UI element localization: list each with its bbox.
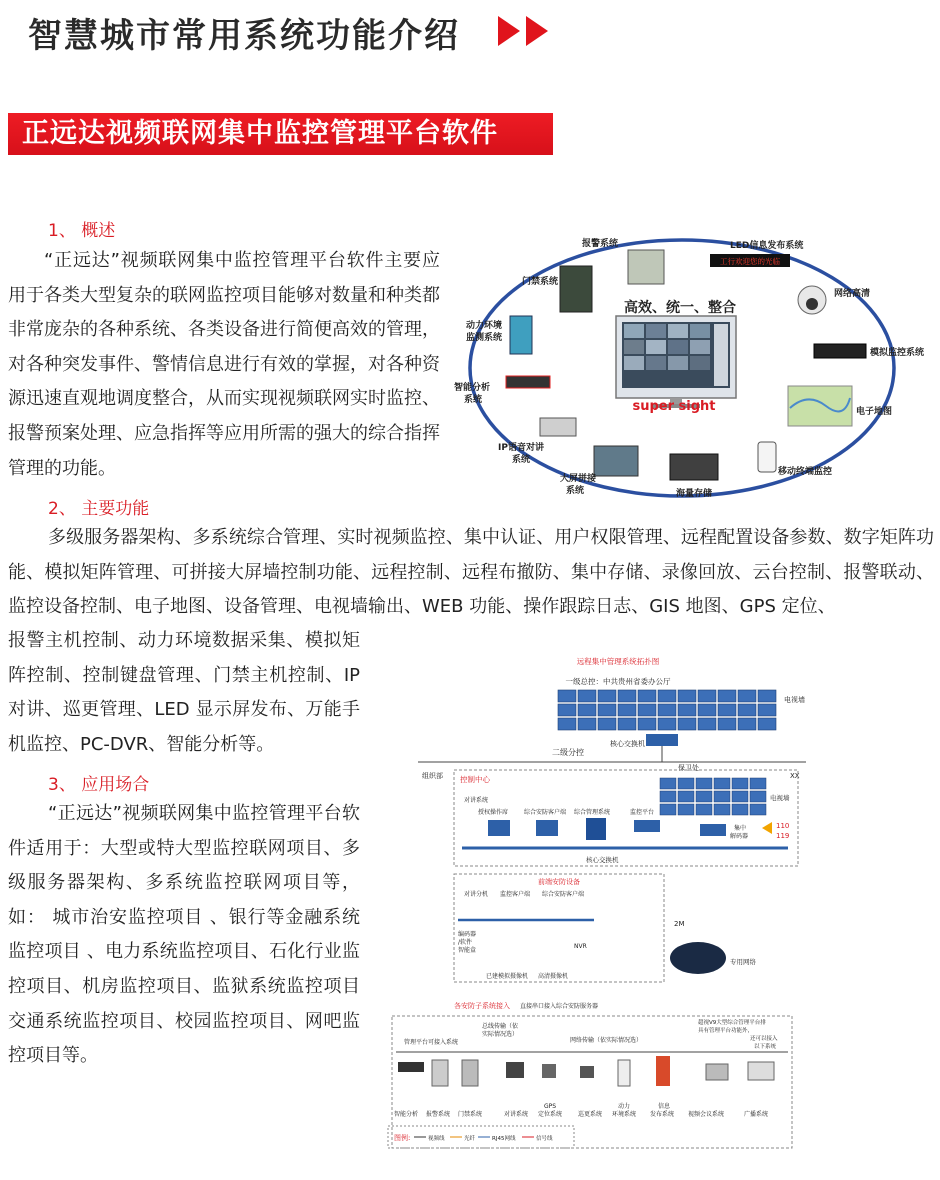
page-title: 智慧城市常用系统功能介绍 [28, 16, 460, 56]
topology-title: 远程集中管理系统拓扑图 [576, 657, 660, 666]
bottom-video: 视频会议系统 [688, 1111, 725, 1118]
bottom-info-1: 信息 [658, 1103, 671, 1110]
intercom-device-icon [506, 1062, 524, 1078]
decoder-label-1: 集中 [734, 825, 747, 832]
env-device-icon [618, 1060, 630, 1086]
ring-slogan: 高效、统一、整合 [624, 300, 736, 316]
main-tv-wall-icon [558, 690, 776, 730]
nvr-label: NVR [574, 943, 587, 950]
map-icon [788, 386, 852, 426]
encoder-label-1: 编码器 [458, 931, 477, 938]
bus-transfer-2: 实际情况选） [482, 1031, 519, 1038]
alarm-panel-icon [628, 250, 664, 284]
cc-tv-wall-label: 电视墙 [770, 794, 790, 802]
security-label: 保卫处 [678, 764, 699, 772]
ring-node-camera: 网络高清 [834, 289, 871, 299]
core-switch-label: 核心交换机 [610, 740, 645, 748]
bottom-intercom: 对讲系统 [504, 1111, 529, 1118]
ring-node-alarm: 报警系统 [582, 239, 619, 249]
net-transfer-label: 网络传输（依实际情况选） [570, 1037, 643, 1044]
info-device-icon [656, 1056, 670, 1086]
smart-device-icon [398, 1062, 424, 1072]
ring-node-ip2: 系统 [512, 455, 531, 465]
subsystems-box [392, 1016, 792, 1148]
access-device-icon [462, 1060, 478, 1086]
front-label: 前端安防设备 [538, 878, 580, 886]
cc-switch-label: 核心交换机 [586, 856, 619, 864]
cc-server-icon [586, 818, 606, 840]
hd-cam-label: 高清摄像机 [538, 973, 569, 980]
broadcast-device-icon [748, 1062, 774, 1080]
tv-wall-label: 电视墙 [784, 696, 805, 704]
smart-box-icon [506, 376, 550, 388]
ring-node-analog: 模拟监控系统 [870, 348, 925, 358]
system-ring-diagram [448, 228, 936, 508]
title-arrows-icon [496, 14, 554, 48]
led-scroll-text: 工行欢迎您的光临 [720, 257, 780, 266]
section-banner: 正远达视频联网集中监控管理平台软件 [8, 113, 553, 155]
cc-mgmt-label: 综合管理系统 [574, 809, 611, 816]
ring-node-env2: 监测系统 [466, 333, 503, 343]
alarm-119: 119 [776, 832, 790, 840]
env-monitor-icon [510, 316, 532, 354]
cc-tv-wall-icon [660, 778, 766, 815]
ring-node-wall2: 系统 [566, 486, 585, 496]
alarm-110: 110 [776, 822, 790, 830]
ip-intercom-icon [540, 418, 576, 436]
gps-device-icon [542, 1064, 556, 1078]
alarm-arrow-icon [762, 822, 772, 834]
note-1: 超视V9大型综合管理平台排 [698, 1020, 766, 1026]
mobile-phone-icon [758, 442, 776, 472]
functions-heading: 2、 主要功能 [48, 499, 150, 519]
ring-node-storage: 海量存储 [676, 489, 713, 499]
decoder-label-2: 解码器 [730, 833, 749, 840]
ring-node-smart1: 智能分析 [454, 383, 491, 393]
ring-node-wall1: 大屏拼接 [560, 474, 597, 484]
ring-node-ip1: IP语音对讲 [498, 443, 544, 453]
subsystems-label: 各安防子系统接入 [454, 1002, 510, 1010]
decoder-icon [700, 824, 726, 836]
cc-client-label: 综合安防客户端 [524, 809, 567, 816]
functions-text-wide: 多级服务器架构、多系统综合管理、实时视频监控、集中认证、用户权限管理、远程配置设备参数、数字矩阵功能、模拟矩阵管理、可拼接大屏墙控制功能、远程控制、远程布撤防、集中存储、录像回放、云台控制、报警联动、监控设备控制、电子地图、设备管理、电视墙输出、WEB 功能、操作跟踪日志、GIS 地图、GPS 定位、 [8, 527, 934, 618]
functions-text-narrow: 报警主机控制、动力环境数据采集、模拟矩阵控制、控制键盘管理、门禁主机控制、IP 对讲、巡更管理、LED 显示屏发布、万能手机监控、PC-DVR、智能分析等。 [8, 630, 360, 755]
cc-auth-label: 授权操作席 [478, 809, 509, 816]
bottom-gps-2: 定位系统 [538, 1111, 563, 1118]
bottom-gps-1: GPS [544, 1103, 557, 1110]
bottom-access: 门禁系统 [458, 1111, 483, 1118]
cc-auth-pc-icon [488, 820, 510, 836]
legend-fiber: 光纤 [464, 1136, 476, 1142]
dvr-icon [814, 344, 866, 358]
patrol-device-icon [580, 1066, 594, 1078]
video-conf-icon [706, 1064, 728, 1080]
cc-platform-icon [634, 820, 660, 832]
center-monitor-icon [616, 316, 736, 408]
cloud-icon [670, 942, 726, 974]
legend-rj45: RJ45网线 [492, 1136, 516, 1142]
overview-heading: 1、 概述 [48, 221, 116, 241]
bottom-broadcast: 广播系统 [744, 1111, 769, 1118]
front-intercom-label: 对讲分机 [464, 891, 489, 898]
legend-title: 图例: [394, 1134, 411, 1142]
bottom-alarm: 报警系统 [426, 1111, 451, 1118]
ring-node-mobile: 移动终端监控 [778, 467, 833, 477]
twoM-label: 2M [674, 920, 685, 928]
access-control-icon [560, 266, 592, 312]
bottom-env-1: 动力 [618, 1103, 631, 1110]
org-label: 组织部 [422, 772, 443, 780]
intercom-label: 对讲系统 [464, 797, 489, 804]
overview-text: “正远达”视频联网集中监控管理平台软件主要应用于各类大型复杂的联网监控项目能够对数量和种类都非常庞杂的各种系统、各类设备进行简便高效的管理，对各种突发事件、警情信息进行有效的掌握，对各种资源迅速直观地调度整合，从而实现视频联网实时监控、报警预案处理、应急指挥等应用所需的强大的综合指挥管理的功能。 [8, 250, 440, 479]
topology-level1: 一级总控：中共贵州省委办公厅 [565, 677, 671, 686]
level2-label: 二级分控 [552, 748, 584, 757]
bus-transfer-1: 总线传输（依 [482, 1023, 519, 1030]
ring-node-env1: 动力环境 [466, 321, 503, 331]
xx-label: XX [790, 772, 800, 780]
ring-node-access: 门禁系统 [522, 277, 559, 287]
storage-array-icon [670, 454, 718, 480]
encoder-label-3: 智能盒 [458, 947, 477, 954]
core-switch-icon [646, 734, 678, 746]
ring-node-led: LED信息发布系统 [730, 241, 804, 251]
legend-video: 视频线 [428, 1136, 445, 1142]
control-center-label: 控制中心 [460, 775, 490, 784]
bottom-smart: 智能分析 [394, 1111, 419, 1118]
ring-node-smart2: 系统 [464, 395, 483, 405]
alarm-device-icon [432, 1060, 448, 1086]
front-monitor-label: 监控客户端 [500, 891, 531, 898]
bottom-env-2: 环境系统 [612, 1111, 637, 1118]
bottom-patrol: 巡更系统 [578, 1111, 603, 1118]
scenarios-text: “正远达”视频联网集中监控管理平台软件适用于：大型或特大型监控联网项目、多级服务器架构、多系统监控联网项目等，如： 城市治安监控项目 、银行等金融系统监控项目 、电力系统监控项目、石化行业监控项目、机房监控项目、监狱系统监控项目交通系统监控项目、校园监控项目、网吧监控项目等。 [8, 803, 360, 1067]
cc-client-pc-icon [536, 820, 558, 836]
encoder-label-2: /软件 [458, 939, 473, 946]
scenarios-heading: 3、 应用场合 [48, 775, 150, 795]
analog-cam-label: 已建模拟摄像机 [486, 973, 529, 980]
note-3: 还可以接入 [750, 1036, 778, 1042]
topology-diagram [378, 652, 806, 1162]
bottom-info-2: 发布系统 [650, 1111, 675, 1118]
private-net-label: 专用网络 [730, 958, 756, 966]
ring-brand: super sight [632, 399, 716, 414]
platform-access-label: 管理平台可接入系统 [404, 1039, 459, 1046]
note-2: 具有管理平台功能外， [698, 1028, 754, 1034]
cc-platform-label: 监控平台 [630, 809, 655, 816]
front-client-label: 综合安防客户端 [542, 891, 585, 898]
note-4: 以下系统 [754, 1044, 777, 1050]
ring-node-map: 电子地图 [856, 407, 893, 417]
video-wall-icon [594, 446, 638, 476]
legend-signal: 信号线 [536, 1136, 553, 1142]
serial-access-label: 直接串口接入综合安防服务器 [520, 1003, 599, 1010]
